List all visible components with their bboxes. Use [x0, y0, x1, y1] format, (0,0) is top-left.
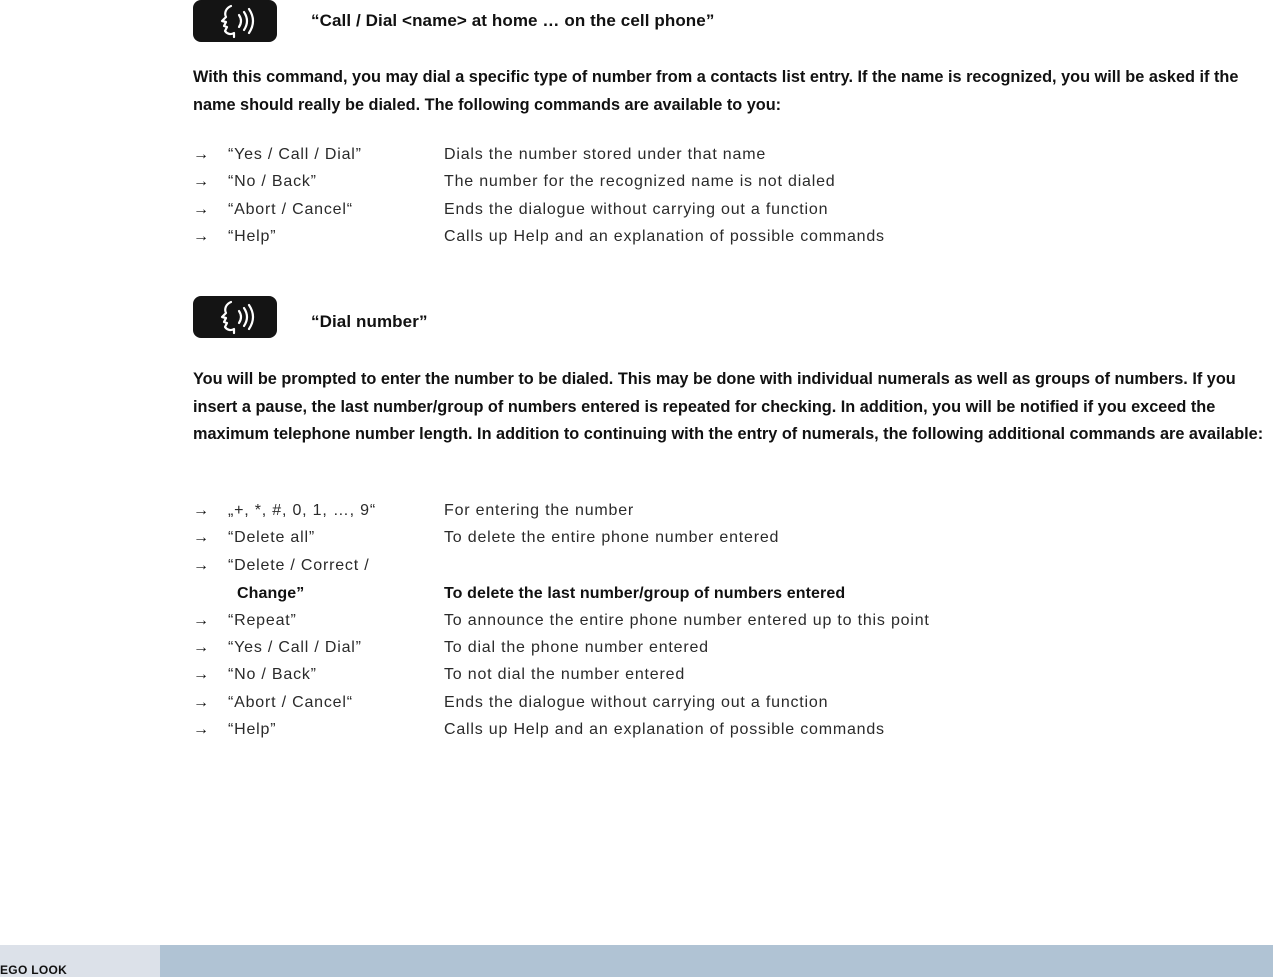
- speech-icon: [193, 0, 277, 42]
- command-term: “Delete all”: [228, 529, 315, 546]
- command-term: “Repeat”: [228, 612, 297, 629]
- arrow-icon: →: [193, 694, 209, 711]
- section2-title: “Dial number”: [311, 312, 428, 331]
- arrow-icon: →: [193, 502, 209, 519]
- command-description: Calls up Help and an explanation of possible commands: [444, 721, 885, 738]
- speech-icon: [193, 296, 277, 338]
- arrow-icon: →: [193, 173, 209, 190]
- command-term: “Yes / Call / Dial”: [228, 639, 362, 656]
- command-term: “Delete / Correct /: [228, 557, 370, 574]
- command-description: Ends the dialogue without carrying out a function: [444, 694, 829, 711]
- command-term: “Abort / Cancel“: [228, 201, 353, 218]
- command-term: “Help”: [228, 721, 277, 738]
- command-term: “Help”: [228, 228, 277, 245]
- command-description: To dial the phone number entered: [444, 639, 709, 656]
- command-description: Ends the dialogue without carrying out a function: [444, 201, 829, 218]
- section1-title: “Call / Dial <name> at home … on the cell phone”: [311, 11, 715, 30]
- command-description: Dials the number stored under that name: [444, 146, 767, 163]
- arrow-icon: →: [193, 201, 209, 218]
- command-description: To announce the entire phone number entered up to this point: [444, 612, 930, 629]
- arrow-icon: →: [193, 146, 209, 163]
- footer-label: EGO LOOK: [0, 963, 68, 977]
- command-term: Change”: [237, 585, 305, 602]
- command-description: To not dial the number entered: [444, 666, 686, 683]
- command-description: For entering the number: [444, 502, 635, 519]
- command-description: The number for the recognized name is not dialed: [444, 173, 836, 190]
- section2-paragraph: You will be prompted to enter the number to be dialed. This may be done with individual numerals as well as groups of numbers. If you insert a pause, the last number/group of numbers entered is repeated for checking. In addition, you will be notified if you exceed the maximum telephone number length. In addition to continuing with the entry of numerals, the following additional commands are available:: [193, 370, 1264, 443]
- arrow-icon: →: [193, 639, 209, 656]
- arrow-icon: →: [193, 666, 209, 683]
- command-description: Calls up Help and an explanation of possible commands: [444, 228, 885, 245]
- command-term: “No / Back”: [228, 666, 317, 683]
- command-term: „+, *, #, 0, 1, …, 9“: [228, 502, 376, 519]
- arrow-icon: →: [193, 612, 209, 629]
- arrow-icon: →: [193, 529, 209, 546]
- command-term: “Yes / Call / Dial”: [228, 146, 362, 163]
- command-description: To delete the entire phone number entered: [444, 529, 780, 546]
- footer-bar: [160, 945, 1273, 977]
- command-description: To delete the last number/group of numbers entered: [444, 585, 846, 602]
- arrow-icon: →: [193, 721, 209, 738]
- section1-paragraph: With this command, you may dial a specific type of number from a contacts list entry. If the name is recognized, you will be asked if the name should really be dialed. The following commands are available to you:: [193, 68, 1239, 114]
- command-term: “No / Back”: [228, 173, 317, 190]
- arrow-icon: →: [193, 557, 209, 574]
- command-term: “Abort / Cancel“: [228, 694, 353, 711]
- arrow-icon: →: [193, 228, 209, 245]
